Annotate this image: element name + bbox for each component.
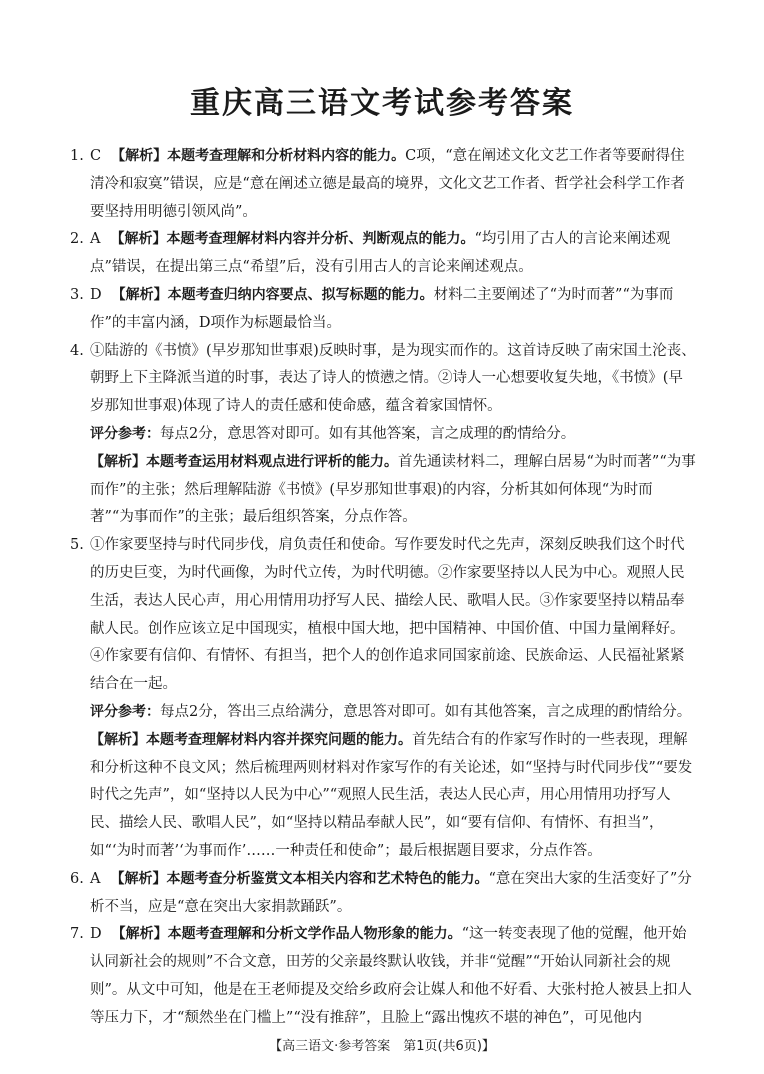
- analysis-note-4: [74, 449, 696, 532]
- item-number: 1.: [70, 148, 84, 164]
- analysis-text: C项，“意在阐述文化文艺工作者等要耐得住清冷和寂寞”错误，应是“意在阐述立德是最高的境界，文化文艺工作者、哲学社会科学工作者要坚持用明德引领风尚”。: [90, 148, 685, 220]
- answer-text: ①陆游的《书愤》(早岁那知世事艰)反映时事，是为现实而作的。这首诗反映了南宋国土沦丧、朝野上下主降派当道的时事，表达了诗人的愤懑之情。②诗人一心想要收复失地，《书愤》(早岁那知世事艰)体现了诗人的责任感和使命感，蕴含着家国情怀。: [90, 342, 696, 415]
- analysis-focus: 本题考查理解和分析文学作品人物形象的能力。: [167, 926, 462, 943]
- item-number: 7.: [70, 926, 84, 943]
- item-number: 5.: [70, 537, 84, 554]
- answer-choice: D: [90, 926, 102, 943]
- scoring-label: 评分参考：: [90, 703, 160, 720]
- answer-choice: C: [90, 148, 102, 164]
- answer-choice: A: [90, 231, 101, 248]
- scoring-text: 每点2分，答出三点给满分，意思答对即可。如有其他答案，言之成理的酌情给分。: [160, 703, 692, 720]
- answer-text: ①作家要坚持与时代同步伐，肩负责任和使命。写作要发时代之先声，深刻反映我们这个时代的历史巨变，为时代画像，为时代立传，为时代明德。②作家要坚持以人民为中心。观照人民生活，表达人民心声，用心用情用功抒写人民、描绘人民、歌唱人民。③作家要坚持以精品奉献人民。创作应该立足中国现实，植根中国大地，把中国精神、中国价值、中国力量阐释好。④作家要有信仰、有情怀、有担当，把个人的创作追求同国家前途、民族命运、人民福祉紧紧结合在一起。: [90, 537, 685, 693]
- item-number: 6.: [70, 870, 84, 887]
- page-footer: 【高三语文·参考答案 第1页(共6页)】: [269, 1039, 495, 1054]
- analysis-focus: 本题考查理解和分析材料内容的能力。: [167, 148, 406, 164]
- answer-list: [70, 143, 696, 1033]
- analysis-focus: 本题考查理解材料内容并分析、判断观点的能力。: [166, 231, 475, 248]
- analysis-focus: 本题考查理解材料内容并探究问题的能力。: [146, 731, 412, 748]
- analysis-tag: 【解析】: [110, 231, 167, 248]
- answer-choice: A: [90, 870, 101, 887]
- answer-item-7: [70, 921, 696, 1032]
- analysis-tag: 【解析】: [90, 453, 146, 470]
- item-number: 4.: [70, 342, 84, 359]
- analysis-text: 首先通读材料二，理解白居易“为时而著”“为事而作”的主张；然后理解陆游《书愤》(早岁那知世事艰)的内容，分析其如何体现“为时而著”“为事而作”的主张；最后组织答案，分点作答。: [90, 453, 696, 526]
- analysis-text: “意在突出大家的生活变好了”分析不当，应是“意在突出大家捐款踊跃”。: [90, 870, 692, 915]
- analysis-tag: 【解析】: [111, 148, 168, 164]
- analysis-tag: 【解析】: [111, 286, 168, 303]
- analysis-text: “均引用了古人的言论来阐述观点”错误，在提出第三点“希望”后，没有引用古人的言论来阐述观点。: [90, 231, 671, 276]
- item-number: 2.: [70, 231, 84, 248]
- analysis-text: 首先结合有的作家写作时的一些表现，理解和分析这种不良文风；然后梳理两则材料对作家写作的有关论述，如“坚持与时代同步伐”“要发时代之先声”，如“坚持以人民为中心”“观照人民生活，表达人民心声，用心用情用功抒写人民、描绘人民、歌唱人民”，如“坚持以精品奉献人民”，如“要有信仰、有情怀、有担当”，如“‘为时而著’‘为事而作’……一种责任和使命”；最后根据题目要求，分点作答。: [90, 731, 693, 859]
- analysis-focus: 本题考查运用材料观点进行评析的能力。: [146, 453, 398, 470]
- analysis-note-5: [74, 727, 696, 866]
- answer-item-2: [70, 226, 696, 282]
- analysis-focus: 本题考查归纳内容要点、拟写标题的能力。: [167, 286, 434, 303]
- answer-item-4: [70, 338, 696, 421]
- analysis-text: “这一转变表现了他的觉醒，他开始认同新社会的规则”不合文意，田芳的父亲最终默认收钱，并非“觉醒”“开始认同新社会的规则”。从文中可知，他是在王老师提及交给乡政府会让媒人和他不好看、大张村抢人被县上扣人等压力下，才“颓然坐在门槛上”“没有推辞”，且脸上“露出愧疚不堪的神色”，可见他内: [90, 926, 692, 1026]
- analysis-tag: 【解析】: [111, 926, 168, 943]
- analysis-tag: 【解析】: [90, 731, 146, 748]
- scoring-note-5: [74, 699, 696, 727]
- answer-item-5: [70, 532, 696, 699]
- analysis-focus: 本题考查分析鉴赏文本相关内容和艺术特色的能力。: [166, 870, 489, 887]
- answer-choice: D: [90, 286, 102, 303]
- scoring-text: 每点2分，意思答对即可。如有其他答案，言之成理的酌情给分。: [160, 425, 576, 442]
- scoring-note-4: [74, 421, 696, 449]
- answer-item-6: [70, 866, 696, 922]
- scoring-label: 评分参考：: [90, 425, 160, 442]
- analysis-tag: 【解析】: [110, 870, 167, 887]
- answer-item-3: [70, 282, 696, 338]
- analysis-text: 材料二主要阐述了“为时而著”“为事而作”的丰富内涵，D项作为标题最恰当。: [90, 286, 674, 331]
- answer-item-1: [70, 143, 696, 226]
- page-title: 重庆高三语文考试参考答案: [190, 86, 574, 121]
- item-number: 3.: [70, 286, 84, 303]
